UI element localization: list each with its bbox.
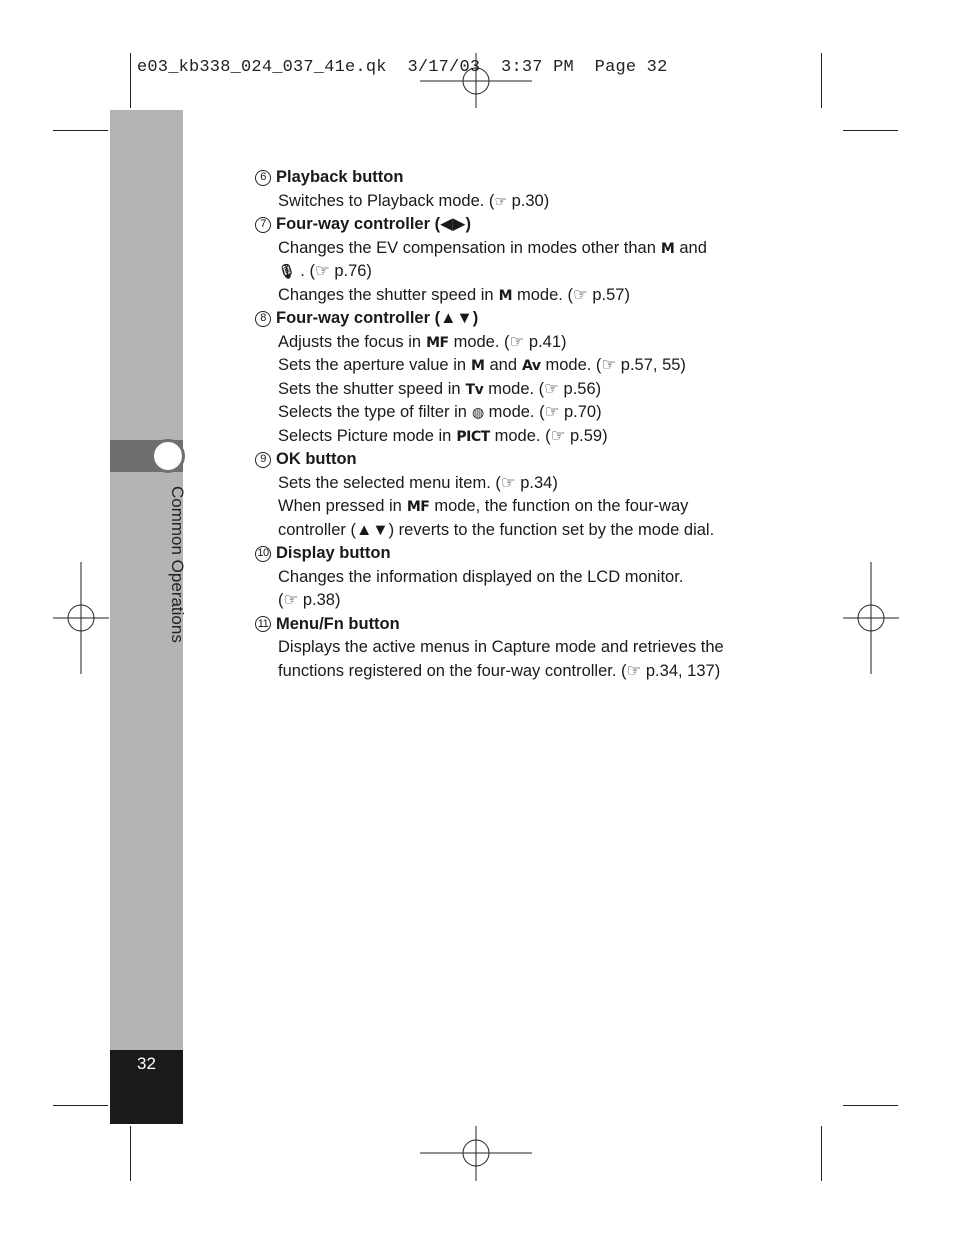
description-line: controller (▲▼) reverts to the function set by the mode dial. bbox=[278, 520, 715, 539]
aperture-priority-icon: Av bbox=[522, 358, 541, 374]
manual-mode-icon: M bbox=[471, 358, 485, 374]
description-line: 🎙 . (☞ p.76) bbox=[255, 260, 755, 284]
button-descriptions bbox=[255, 166, 755, 683]
registration-mark-top bbox=[420, 53, 532, 108]
crop-mark-bottom-right-v bbox=[821, 1126, 822, 1181]
item-number: 10 bbox=[255, 546, 271, 562]
page-number: 32 bbox=[137, 1054, 156, 1073]
description-line: Switches to Playback mode. (☞ p.30) bbox=[278, 191, 550, 210]
description-line: Changes the EV compensation in modes other than M and bbox=[255, 237, 755, 261]
sidebar-section-title: Common Operations bbox=[168, 486, 187, 643]
description-line: Sets the selected menu item. (☞ p.34) bbox=[278, 473, 558, 492]
description-line: (☞ p.38) bbox=[278, 591, 341, 609]
crop-mark-bottom-left-v bbox=[130, 1126, 131, 1181]
description-line: Selects Picture mode in PICT mode. (☞ p.59) bbox=[255, 425, 755, 449]
description-line: Selects the type of filter in ◍ mode. (☞ p.70) bbox=[255, 401, 755, 425]
description-line: Displays the active menus in Capture mode and retrieves the bbox=[278, 638, 724, 656]
entry-playback-button bbox=[255, 166, 755, 213]
entry-display-button bbox=[255, 542, 755, 613]
description-line: Sets the aperture value in M and Av mode. (☞ p.57, 55) bbox=[255, 354, 755, 378]
crop-mark-bottom-left-h bbox=[53, 1105, 108, 1106]
section-tab-circle bbox=[151, 439, 185, 473]
crop-mark-top-left-v bbox=[130, 53, 131, 108]
crop-mark-top-right-h bbox=[843, 130, 898, 131]
registration-mark-right bbox=[843, 562, 899, 674]
crop-mark-bottom-right-h bbox=[843, 1105, 898, 1106]
entry-four-way-left-right bbox=[255, 213, 755, 307]
manual-focus-icon: MF bbox=[426, 334, 449, 351]
entry-four-way-up-down bbox=[255, 307, 755, 448]
entry-title: OK button bbox=[276, 450, 357, 468]
voice-mode-icon: 🎙 bbox=[278, 264, 296, 280]
entry-menu-fn-button bbox=[255, 613, 755, 684]
filter-mode-icon: ◍ bbox=[471, 405, 484, 421]
item-number: 9 bbox=[255, 452, 271, 468]
entry-title: Four-way controller (◀▶) bbox=[276, 215, 471, 233]
entry-title: Four-way controller (▲▼) bbox=[276, 309, 479, 327]
entry-title: Playback button bbox=[276, 168, 404, 186]
manual-mode-icon: M bbox=[660, 240, 675, 257]
picture-mode-icon: PICT bbox=[456, 428, 490, 445]
description-line: When pressed in MF mode, the function on the four-way bbox=[255, 495, 755, 519]
item-number: 11 bbox=[255, 616, 271, 632]
item-number: 7 bbox=[255, 217, 271, 233]
description-line: Changes the shutter speed in M mode. (☞ p.57) bbox=[255, 284, 755, 308]
manual-focus-icon: MF bbox=[406, 499, 430, 515]
description-line: Adjusts the focus in MF mode. (☞ p.41) bbox=[255, 331, 755, 355]
shutter-priority-icon: Tv bbox=[465, 381, 484, 398]
registration-mark-bottom bbox=[420, 1126, 532, 1181]
print-slug-line: e03_kb338_024_037_41e.qk 3/17/03 3:37 PM Page 32 bbox=[137, 58, 668, 77]
crop-mark-top-left-h bbox=[53, 130, 108, 131]
description-line: Changes the information displayed on the LCD monitor. bbox=[278, 567, 684, 586]
reference-icon: ☞ bbox=[494, 192, 507, 209]
manual-mode-icon: M bbox=[498, 287, 513, 304]
item-number: 8 bbox=[255, 311, 271, 327]
item-number: 6 bbox=[255, 170, 271, 186]
description-line: functions registered on the four-way controller. (☞ p.34, 137) bbox=[278, 661, 721, 680]
description-line: Sets the shutter speed in Tv mode. (☞ p.56) bbox=[255, 378, 755, 402]
entry-ok-button bbox=[255, 448, 755, 542]
registration-mark-left bbox=[53, 562, 109, 674]
entry-title: Display button bbox=[276, 544, 391, 562]
entry-title: Menu/Fn button bbox=[276, 614, 400, 633]
crop-mark-top-right-v bbox=[821, 53, 822, 108]
